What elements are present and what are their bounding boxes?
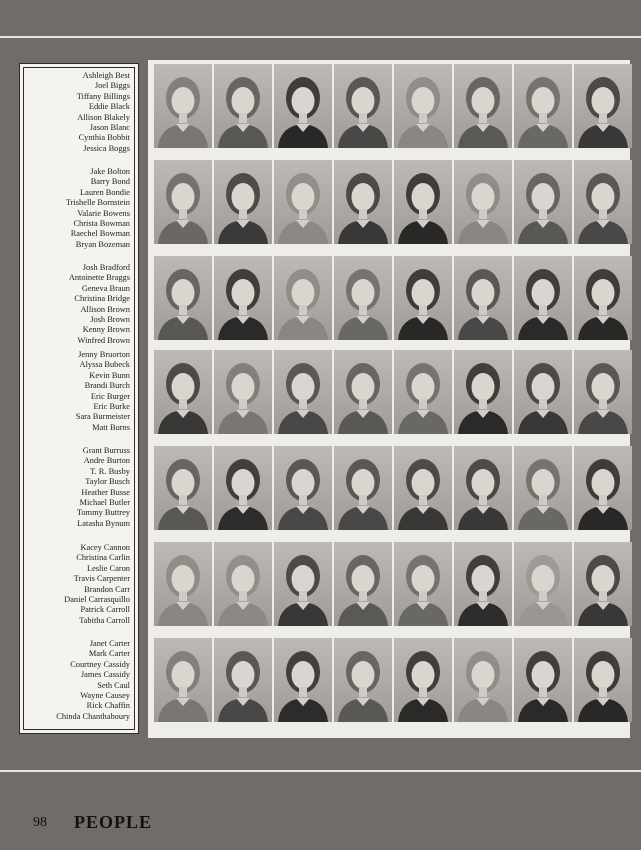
student-name: Eric Burger: [90, 391, 130, 401]
student-portrait: [454, 542, 512, 626]
student-portrait: [394, 160, 452, 244]
student-name: Rick Chaffin: [86, 701, 130, 711]
portrait-figure: [154, 160, 212, 244]
name-group-3: [69, 263, 130, 346]
portrait-figure: [454, 64, 512, 148]
bottom-rule: [0, 770, 641, 772]
portrait-figure: [154, 542, 212, 626]
portrait-figure: [514, 446, 572, 530]
student-portrait: [214, 64, 272, 148]
student-name: Andre Burton: [83, 456, 130, 466]
student-name: Bryan Bozeman: [75, 239, 130, 249]
portrait-figure: [394, 542, 452, 626]
student-portrait: [394, 350, 452, 434]
student-name: Alyssa Bubeck: [79, 360, 130, 370]
student-name: Kevin Bunn: [89, 370, 130, 380]
name-group-6: [64, 543, 130, 626]
portrait-figure: [154, 638, 212, 722]
student-name: Eric Burke: [93, 402, 130, 412]
student-name: Christa Bowman: [73, 219, 130, 229]
student-portrait: [154, 638, 212, 722]
portrait-figure: [154, 64, 212, 148]
portrait-figure: [514, 542, 572, 626]
name-group-4: [76, 350, 130, 433]
portrait-figure: [574, 446, 632, 530]
student-portrait: [214, 542, 272, 626]
student-portrait: [454, 256, 512, 340]
student-name: Tabitha Carroll: [79, 615, 130, 625]
portrait-figure: [394, 64, 452, 148]
student-portrait: [574, 256, 632, 340]
student-portrait: [214, 256, 272, 340]
portrait-figure: [214, 446, 272, 530]
student-portrait: [514, 256, 572, 340]
portrait-figure: [214, 638, 272, 722]
portrait-figure: [454, 350, 512, 434]
student-portrait: [334, 160, 392, 244]
student-name: Jake Bolton: [90, 167, 130, 176]
student-name: Ashleigh Best: [82, 71, 130, 80]
portrait-figure: [454, 160, 512, 244]
portrait-figure: [514, 638, 572, 722]
portrait-figure: [454, 446, 512, 530]
student-portrait: [274, 64, 332, 148]
portrait-figure: [334, 446, 392, 530]
student-portrait: [574, 350, 632, 434]
student-name: Taylor Busch: [85, 477, 130, 487]
student-portrait: [154, 160, 212, 244]
student-name: Daniel Carrasquillo: [64, 595, 130, 605]
student-name: Chinda Chanthaboury: [56, 711, 130, 721]
portrait-figure: [154, 446, 212, 530]
student-name: Winfred Brown: [77, 335, 130, 345]
student-portrait: [274, 256, 332, 340]
student-portrait: [274, 542, 332, 626]
portrait-grid: [148, 60, 630, 738]
student-name: Lauren Bondie: [79, 187, 130, 197]
portrait-figure: [574, 64, 632, 148]
student-portrait: [394, 446, 452, 530]
student-portrait: [274, 160, 332, 244]
name-group-5: [77, 446, 130, 529]
name-group-2: [66, 167, 130, 250]
portrait-figure: [454, 256, 512, 340]
student-portrait: [574, 64, 632, 148]
student-portrait: [574, 638, 632, 722]
student-portrait: [334, 64, 392, 148]
student-portrait: [214, 160, 272, 244]
portrait-figure: [154, 350, 212, 434]
portrait-figure: [574, 350, 632, 434]
portrait-figure: [574, 638, 632, 722]
portrait-figure: [394, 160, 452, 244]
student-name: Grant Burruss: [82, 446, 130, 455]
student-portrait: [514, 350, 572, 434]
student-name: Matt Burns: [92, 422, 130, 432]
student-name: Courtney Cassidy: [70, 659, 130, 669]
student-name: James Cassidy: [80, 670, 130, 680]
student-portrait: [394, 638, 452, 722]
student-portrait: [274, 350, 332, 434]
student-name: Kacey Cannon: [80, 543, 130, 552]
student-name: Christina Carlin: [76, 553, 130, 563]
portrait-figure: [574, 256, 632, 340]
student-portrait: [514, 638, 572, 722]
student-name: Allison Blakely: [77, 112, 130, 122]
student-name: Brandon Carr: [84, 584, 130, 594]
student-name: Heather Busse: [81, 487, 130, 497]
student-name: Allison Brown: [80, 304, 130, 314]
name-list-box: [19, 63, 139, 734]
portrait-figure: [394, 446, 452, 530]
student-name: Raechel Bowman: [70, 229, 130, 239]
student-portrait: [514, 64, 572, 148]
student-portrait: [514, 542, 572, 626]
student-name: Sara Burmeister: [75, 412, 130, 422]
portrait-figure: [274, 64, 332, 148]
portrait-figure: [334, 256, 392, 340]
portrait-figure: [334, 638, 392, 722]
portrait-figure: [514, 160, 572, 244]
student-portrait: [274, 446, 332, 530]
portrait-figure: [334, 64, 392, 148]
student-name: Latasha Bynum: [77, 518, 130, 528]
student-name: Antoinette Braggs: [68, 273, 130, 283]
portrait-figure: [214, 160, 272, 244]
student-portrait: [214, 638, 272, 722]
portrait-figure: [334, 160, 392, 244]
portrait-figure: [394, 256, 452, 340]
student-name: Travis Carpenter: [73, 574, 130, 584]
student-portrait: [154, 350, 212, 434]
student-name: Geneva Braun: [81, 283, 130, 293]
portrait-figure: [274, 638, 332, 722]
student-portrait: [214, 446, 272, 530]
portrait-figure: [394, 350, 452, 434]
portrait-figure: [514, 64, 572, 148]
student-portrait: [334, 638, 392, 722]
student-portrait: [454, 64, 512, 148]
name-group-1: [77, 71, 130, 154]
portrait-figure: [334, 350, 392, 434]
student-name: Josh Brown: [90, 315, 130, 325]
student-portrait: [574, 446, 632, 530]
student-name: Patrick Carroll: [80, 605, 130, 615]
student-portrait: [574, 542, 632, 626]
portrait-figure: [274, 446, 332, 530]
student-name: Trishelle Bornstein: [65, 198, 130, 208]
student-name: Christina Bridge: [74, 294, 130, 304]
student-portrait: [394, 64, 452, 148]
portrait-figure: [214, 350, 272, 434]
student-portrait: [514, 446, 572, 530]
student-name: Seth Caul: [97, 680, 130, 690]
student-name: Joel Biggs: [94, 81, 130, 91]
student-name: Kenny Brown: [82, 325, 130, 335]
student-name: Tommy Buttrey: [76, 508, 130, 518]
portrait-figure: [574, 160, 632, 244]
page-number: 98: [33, 815, 47, 830]
portrait-figure: [454, 638, 512, 722]
student-name: Valarie Bowens: [77, 208, 130, 218]
student-name: Janet Carter: [89, 639, 130, 648]
portrait-figure: [394, 638, 452, 722]
student-name: Mark Carter: [88, 649, 130, 659]
portrait-figure: [574, 542, 632, 626]
student-portrait: [334, 350, 392, 434]
student-name: Leslie Caron: [86, 563, 130, 573]
name-group-7: [56, 639, 130, 722]
student-name: Jessica Boggs: [83, 143, 130, 153]
student-name: Wayne Causey: [80, 691, 130, 701]
student-portrait: [154, 64, 212, 148]
student-name: Michael Butler: [79, 498, 130, 508]
student-name: T. R. Busby: [90, 466, 130, 476]
student-name: Brandi Burch: [84, 381, 130, 391]
student-name: Barry Bond: [90, 177, 130, 187]
portrait-figure: [274, 350, 332, 434]
section-title: PEOPLE: [74, 812, 153, 832]
portrait-figure: [454, 542, 512, 626]
student-portrait: [394, 542, 452, 626]
portrait-figure: [214, 256, 272, 340]
student-portrait: [454, 160, 512, 244]
portrait-figure: [274, 542, 332, 626]
student-portrait: [394, 256, 452, 340]
student-name: Jason Blanc: [89, 123, 130, 133]
student-portrait: [574, 160, 632, 244]
portrait-figure: [214, 64, 272, 148]
student-portrait: [154, 446, 212, 530]
student-name: Tiffany Billings: [76, 91, 130, 101]
student-portrait: [454, 350, 512, 434]
student-portrait: [154, 256, 212, 340]
portrait-figure: [514, 350, 572, 434]
portrait-figure: [334, 542, 392, 626]
portrait-figure: [274, 160, 332, 244]
portrait-figure: [514, 256, 572, 340]
student-portrait: [454, 638, 512, 722]
student-portrait: [154, 542, 212, 626]
student-portrait: [334, 446, 392, 530]
portrait-figure: [154, 256, 212, 340]
student-name: Jenny Bruorton: [78, 350, 130, 359]
student-portrait: [334, 542, 392, 626]
student-portrait: [334, 256, 392, 340]
student-name: Cynthia Bobbit: [78, 133, 130, 143]
student-portrait: [274, 638, 332, 722]
student-portrait: [214, 350, 272, 434]
student-name: Josh Bradford: [82, 263, 130, 272]
student-portrait: [514, 160, 572, 244]
top-rule: [0, 36, 641, 38]
student-name: Eddie Black: [88, 102, 130, 112]
portrait-figure: [214, 542, 272, 626]
student-portrait: [454, 446, 512, 530]
portrait-figure: [274, 256, 332, 340]
